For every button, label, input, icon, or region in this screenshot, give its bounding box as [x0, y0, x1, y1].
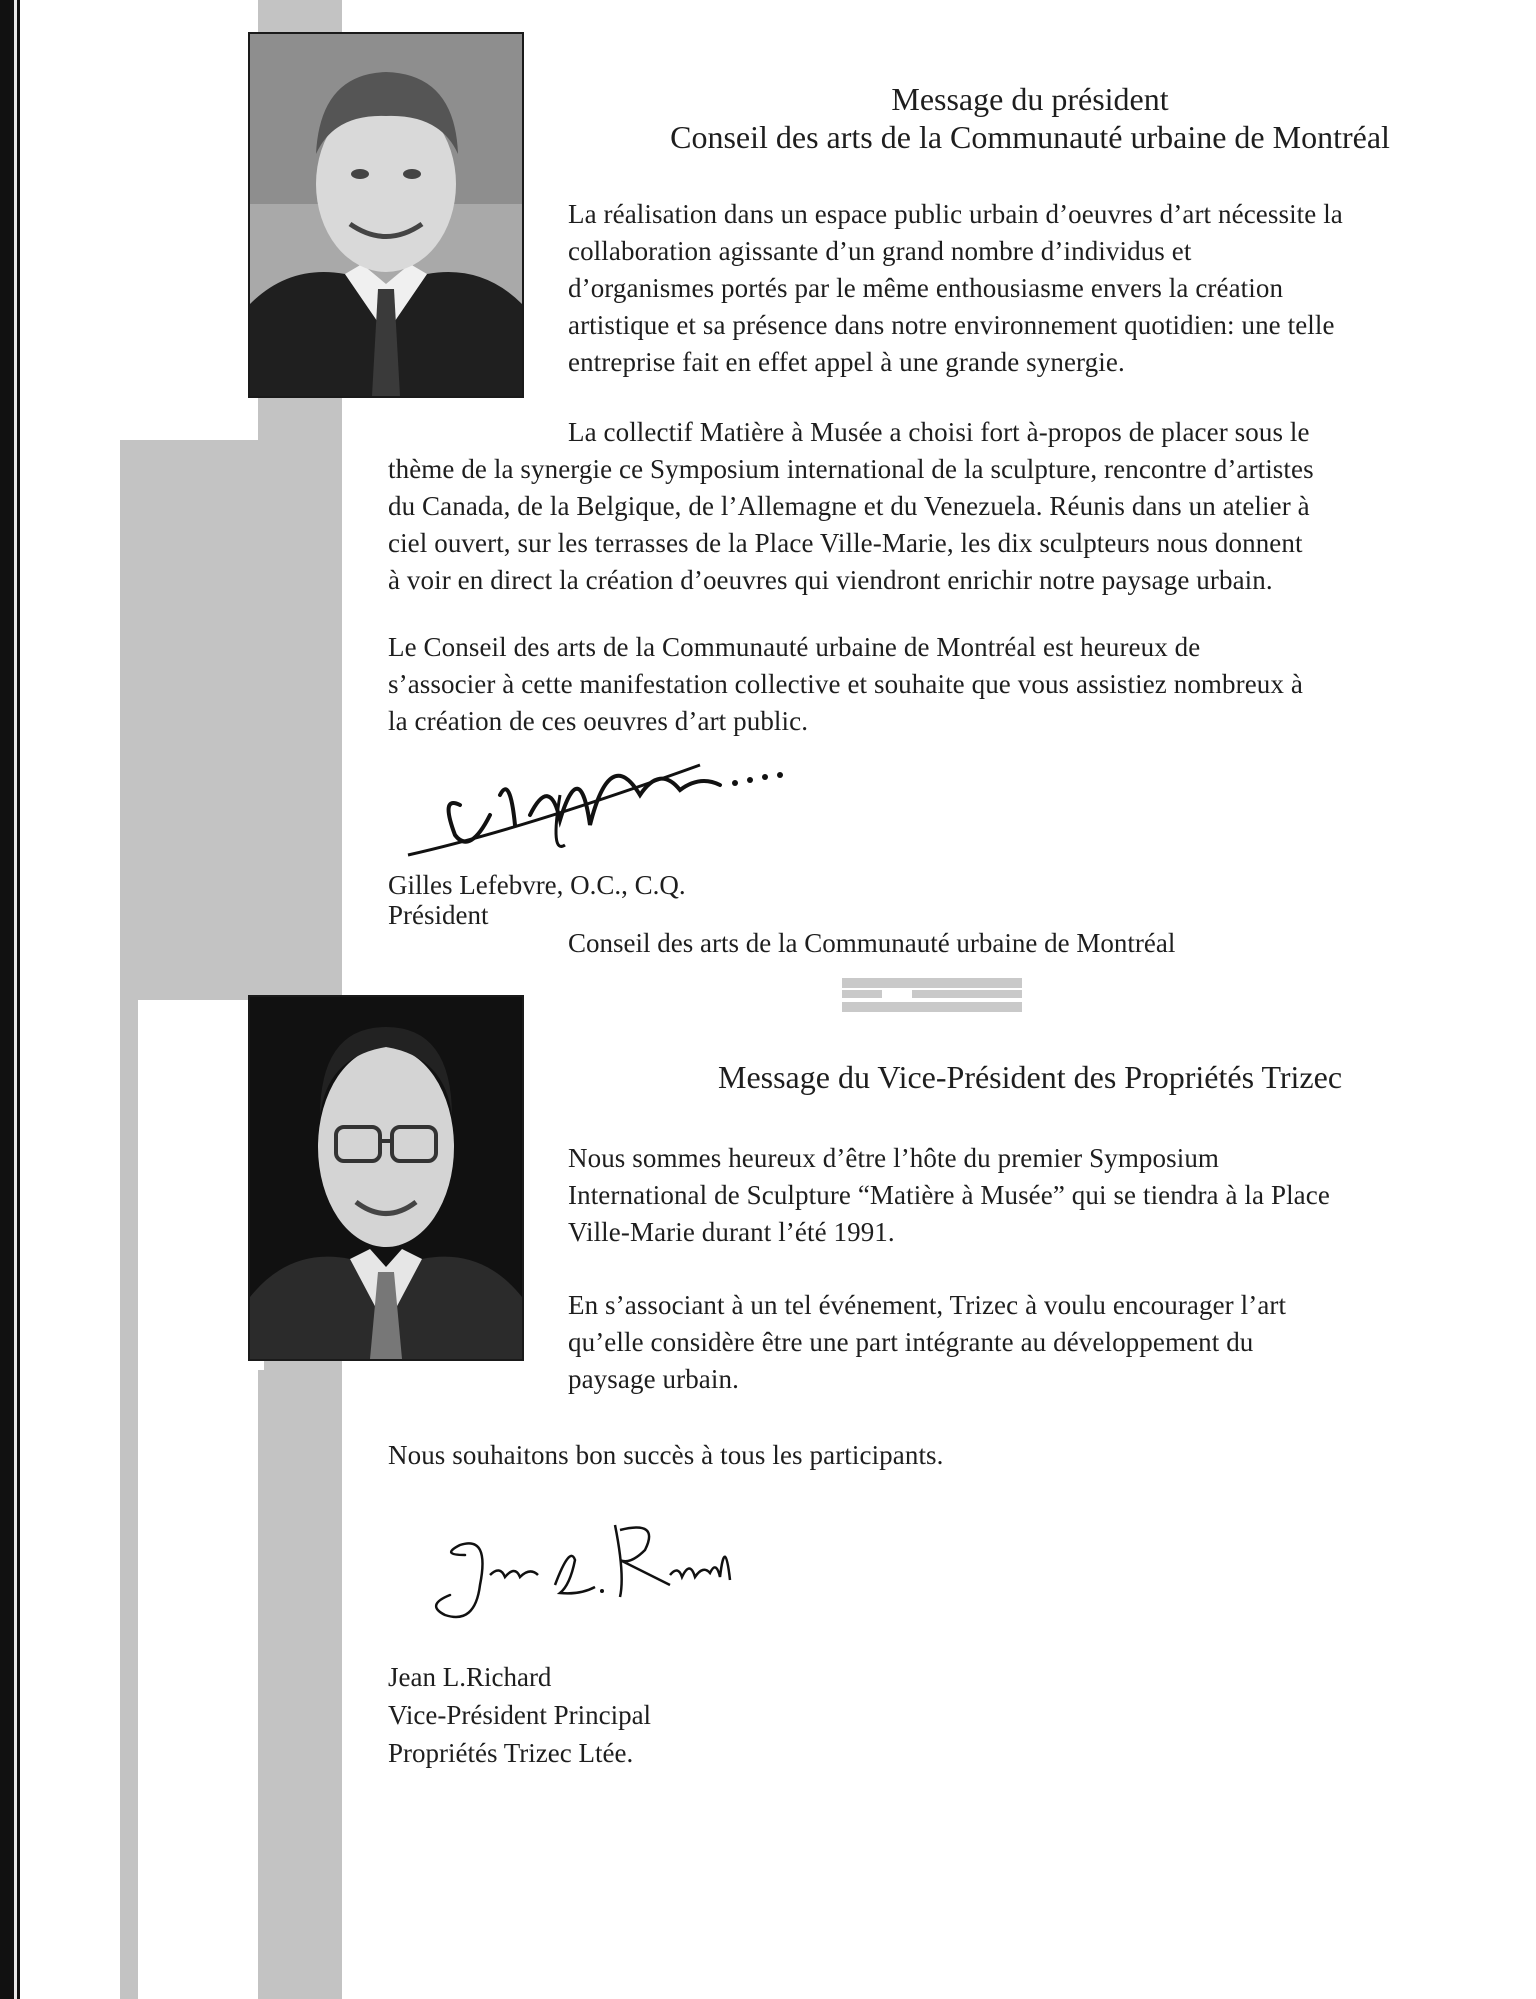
- paragraph-line: La réalisation dans un espace public urbain d’oeuvres d’art nécessite la: [568, 199, 1343, 229]
- president-paragraph-3: [388, 629, 1528, 740]
- divider-ornament-top: [842, 978, 1022, 988]
- paragraph-line: s’associer à cette manifestation collective et souhaite que vous assistiez nombreux à: [388, 669, 1303, 699]
- president-photo: [248, 32, 524, 398]
- paragraph-line: d’organismes portés par le même enthousiasme envers la création: [568, 273, 1284, 303]
- left-edge-line: [14, 0, 17, 1999]
- president-message-title: [560, 80, 1500, 156]
- decorative-band-middle: [120, 440, 342, 1000]
- vp-paragraph-2: [568, 1287, 1528, 1398]
- paragraph-line: qu’elle considère être une part intégrante au développement du: [568, 1327, 1254, 1357]
- paragraph-line: International de Sculpture “Matière à Musée” qui se tiendra à la Place: [568, 1180, 1330, 1210]
- decorative-band-left: [120, 470, 138, 1999]
- vp-signature: [420, 1515, 740, 1635]
- vp-signer-title: Vice-Président Principal: [388, 1700, 652, 1730]
- president-signer-org: Conseil des arts de la Communauté urbaine de Montréal: [568, 928, 1176, 958]
- president-signer-name: Gilles Lefebvre, O.C., C.Q.: [388, 870, 686, 900]
- president-title-line-1: Message du président: [891, 81, 1169, 117]
- vp-closing: Nous souhaitons bon succès à tous les participants.: [388, 1440, 944, 1470]
- president-paragraph-2: [388, 414, 1528, 599]
- vp-signer-name: Jean L.Richard: [388, 1662, 552, 1692]
- paragraph-line: Le Conseil des arts de la Communauté urbaine de Montréal est heureux de: [388, 632, 1201, 662]
- paragraph-line: Nous sommes heureux d’être l’hôte du premier Symposium: [568, 1143, 1220, 1173]
- president-signer-role: Président: [388, 900, 489, 930]
- vp-paragraph-1: [568, 1140, 1528, 1251]
- paragraph-line: La collectif Matière à Musée a choisi fort à-propos de placer sous le: [568, 417, 1310, 447]
- paragraph-line: En s’associant à un tel événement, Trizec à voulu encourager l’art: [568, 1290, 1287, 1320]
- paragraph-line: Ville-Marie durant l’été 1991.: [568, 1217, 895, 1247]
- vp-photo: [248, 995, 524, 1361]
- paragraph-line: ciel ouvert, sur les terrasses de la Place Ville-Marie, les dix sculpteurs nous donnent: [388, 528, 1303, 558]
- divider-ornament: [842, 990, 1022, 1012]
- president-signature: [400, 735, 800, 865]
- paragraph-line: artistique et sa présence dans notre environnement quotidien: une telle: [568, 310, 1335, 340]
- left-edge-bar: [0, 0, 20, 1999]
- paragraph-line: paysage urbain.: [568, 1364, 739, 1394]
- paragraph-line: à voir en direct la création d’oeuvres qui viendront enrichir notre paysage urbain.: [388, 565, 1273, 595]
- paragraph-line: du Canada, de la Belgique, de l’Allemagne et du Venezuela. Réunis dans un atelier à: [388, 491, 1310, 521]
- paragraph-line: entreprise fait en effet appel à une grande synergie.: [568, 347, 1125, 377]
- paragraph-line: thème de la synergie ce Symposium international de la sculpture, rencontre d’artistes: [388, 454, 1314, 484]
- paragraph-line: la création de ces oeuvres d’art public.: [388, 706, 809, 736]
- vp-signer-company: Propriétés Trizec Ltée.: [388, 1738, 634, 1768]
- president-paragraph-1: [568, 196, 1528, 381]
- paragraph-line: collaboration agissante d’un grand nombre d’individus et: [568, 236, 1192, 266]
- vp-message-title: Message du Vice-Président des Propriétés Trizec: [717, 1059, 1343, 1095]
- president-title-line-2: Conseil des arts de la Communauté urbaine de Montréal: [670, 119, 1390, 155]
